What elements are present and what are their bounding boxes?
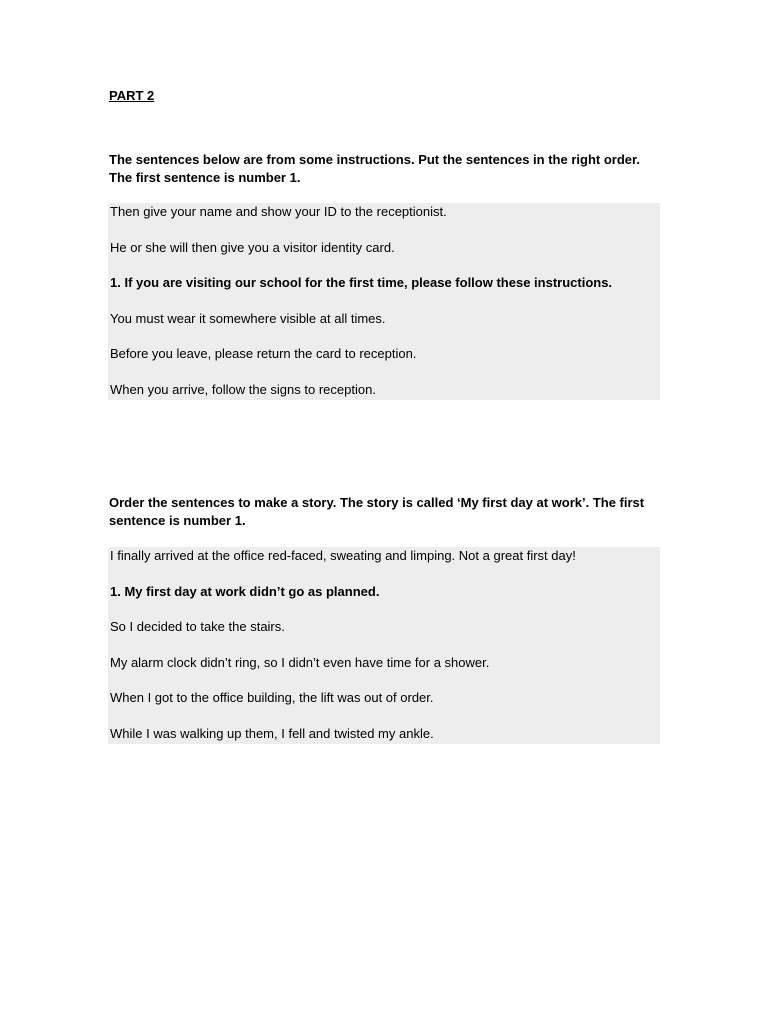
section2-sentence-list <box>108 547 660 744</box>
section2-sentence: When I got to the office building, the lift was out of order. <box>110 690 434 705</box>
section2-sentence: So I decided to take the stairs. <box>110 619 285 634</box>
section2-sentence: While I was walking up them, I fell and twisted my ankle. <box>110 726 434 741</box>
section2-first-sentence: 1. My first day at work didn’t go as planned. <box>110 584 380 599</box>
section1-sentence-list <box>108 203 660 400</box>
part-title: PART 2 <box>109 88 155 103</box>
section2-sentence: I finally arrived at the office red-faced, sweating and limping. Not a great first day! <box>110 548 576 563</box>
section1-sentence: He or she will then give you a visitor identity card. <box>110 240 395 255</box>
section2-instruction: Order the sentences to make a story. The story is called ‘My first day at work’. The first sentence is number 1. <box>109 495 645 528</box>
section1-sentence: When you arrive, follow the signs to reception. <box>110 382 376 397</box>
section2-sentence: My alarm clock didn’t ring, so I didn’t even have time for a shower. <box>110 655 490 670</box>
section1-sentence: Before you leave, please return the card to reception. <box>110 346 417 361</box>
section1-sentence: Then give your name and show your ID to the receptionist. <box>110 204 447 219</box>
section1-sentence: You must wear it somewhere visible at all times. <box>110 311 386 326</box>
section1-instruction: The sentences below are from some instructions. Put the sentences in the right order. The first sentence is number 1. <box>109 152 640 185</box>
section1-first-sentence: 1. If you are visiting our school for the first time, please follow these instructions. <box>110 275 613 290</box>
